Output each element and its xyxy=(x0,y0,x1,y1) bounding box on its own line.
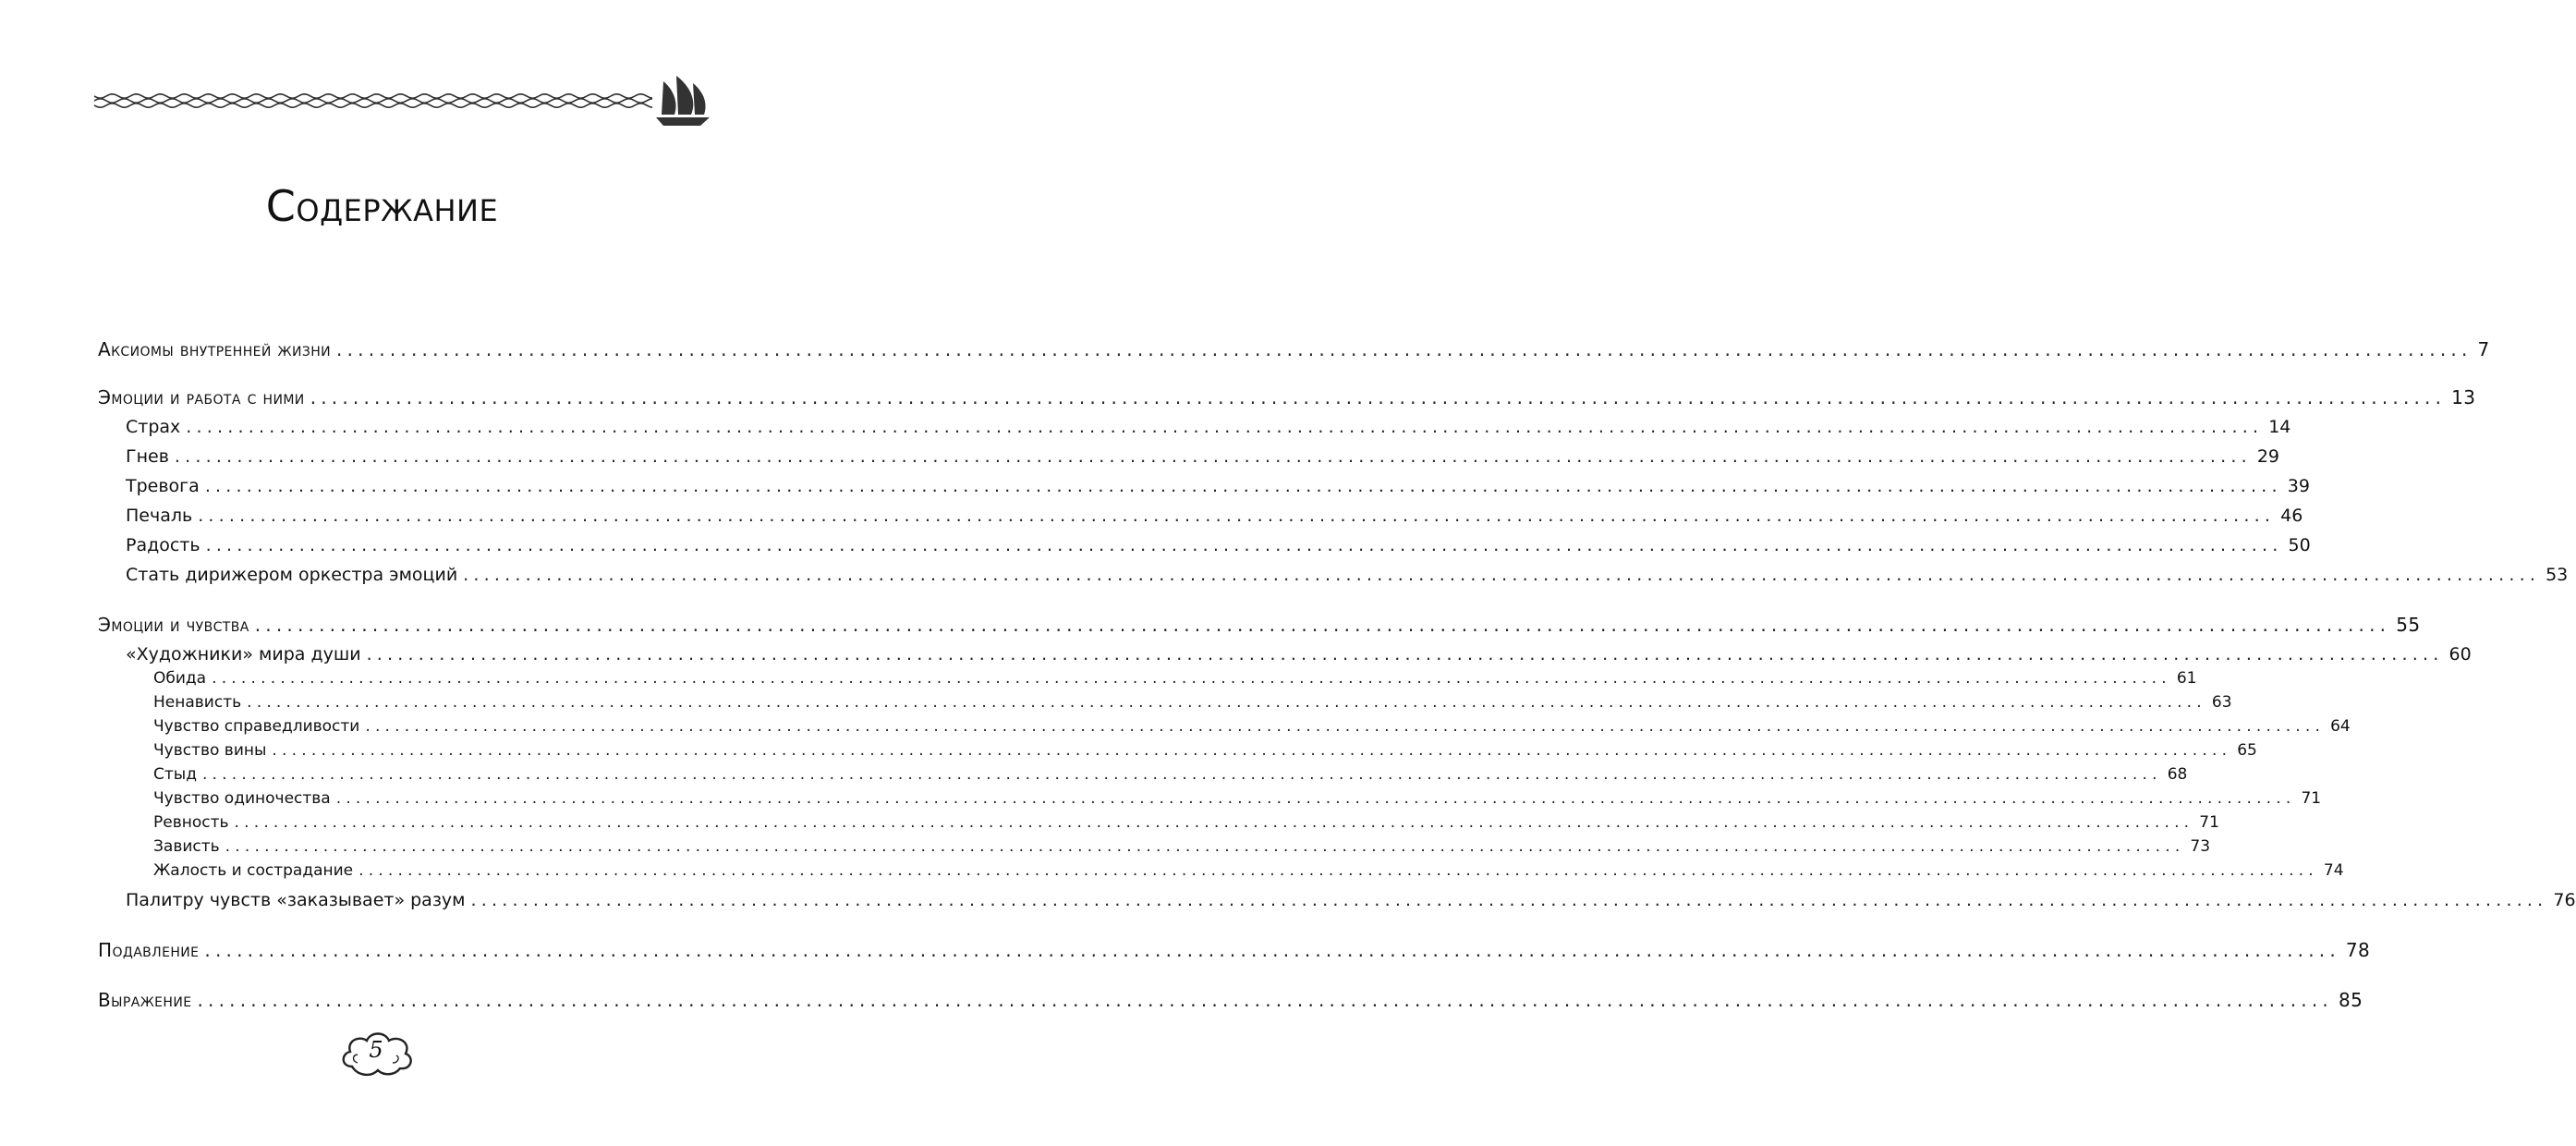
toc-leader-dots: ........................................................................................................................................................................................................ xyxy=(366,644,2444,664)
toc-entry-title: Эмоции и работа с ними xyxy=(98,386,305,408)
toc-entry xyxy=(98,386,2476,408)
toc-entry-page: 29 xyxy=(2256,446,2280,467)
toc-entry xyxy=(126,890,2576,910)
toc-leader-dots: ........................................................................................................................................................................................................ xyxy=(234,813,2194,832)
toc-entry xyxy=(153,861,2344,880)
toc-leader-dots: ........................................................................................................................................................................................................ xyxy=(201,765,2162,784)
toc-entry-title: Чувство справедливости xyxy=(153,717,360,736)
page-number: 5 xyxy=(369,1037,383,1063)
toc-entry xyxy=(126,506,2303,526)
toc-leader-dots: ........................................................................................................................................................................................................ xyxy=(335,789,2296,808)
toc-leader-dots: ........................................................................................................................................................................................................ xyxy=(225,837,2185,856)
toc-entry-title: Стыд xyxy=(153,765,197,784)
toc-entry-title: Аксиомы внутренней жизни xyxy=(98,338,332,360)
toc-entry xyxy=(153,837,2211,856)
toc-entry xyxy=(126,565,2569,585)
toc-entry-page: 50 xyxy=(2288,535,2311,555)
toc-entry-page: 63 xyxy=(2211,693,2232,712)
toc-entry xyxy=(98,338,2490,360)
toc-leader-dots: ........................................................................................................................................................................................................ xyxy=(358,861,2318,880)
toc-entry-title: Подавление xyxy=(98,939,200,961)
toc-entry-page: 13 xyxy=(2451,386,2476,408)
toc-entry-page: 73 xyxy=(2190,837,2211,856)
toc-entry-page: 71 xyxy=(2301,789,2322,808)
toc-entry-title: Жалость и сострадание xyxy=(153,861,354,880)
toc-entry-title: Тревога xyxy=(126,476,200,496)
toc-entry xyxy=(153,765,2188,784)
toc-entry-title: Обида xyxy=(153,669,207,688)
page-title: Содержание xyxy=(265,181,499,231)
toc-leader-dots: ........................................................................................................................................................................................................ xyxy=(254,614,2391,636)
toc-leader-dots: ........................................................................................................................................................................................................ xyxy=(247,693,2206,712)
toc-entry xyxy=(98,614,2421,636)
toc-leader-dots: ........................................................................................................................................................................................................ xyxy=(336,338,2473,360)
toc-entry-page: 53 xyxy=(2546,565,2569,585)
toc-entry-page: 14 xyxy=(2268,417,2291,437)
toc-entry-page: 65 xyxy=(2237,741,2257,760)
toc-entry xyxy=(153,693,2232,712)
toc-leader-dots: ........................................................................................................................................................................................................ xyxy=(310,386,2447,408)
toc-entry-title: Зависть xyxy=(153,837,220,856)
toc-entry-page: 76 xyxy=(2553,890,2576,910)
toc-entry-title: Страх xyxy=(126,417,181,437)
toc-entry-page: 64 xyxy=(2330,717,2351,736)
toc-entry-title: «Художники» мира души xyxy=(126,644,361,664)
toc-entry xyxy=(126,446,2280,467)
toc-entry-title: Палитру чувств «заказывает» разум xyxy=(126,890,466,910)
toc-entry-title: Гнев xyxy=(126,446,169,467)
toc-entry xyxy=(126,644,2472,664)
toc-leader-dots: ........................................................................................................................................................................................................ xyxy=(197,989,2333,1011)
toc-entry-title: Чувство одиночества xyxy=(153,789,331,808)
toc-leader-dots: ........................................................................................................................................................................................................ xyxy=(198,506,2276,526)
toc-entry xyxy=(126,417,2291,437)
toc-leader-dots: ........................................................................................................................................................................................................ xyxy=(174,446,2252,467)
toc-entry xyxy=(153,669,2197,688)
toc-entry-page: 68 xyxy=(2167,765,2188,784)
toc-entry-page: 61 xyxy=(2176,669,2197,688)
toc-leader-dots: ........................................................................................................................................................................................................ xyxy=(365,717,2326,736)
toc-leader-dots: ........................................................................................................................................................................................................ xyxy=(204,939,2340,961)
toc-entry-page: 39 xyxy=(2287,476,2310,496)
toc-entry-page: 74 xyxy=(2323,861,2344,880)
toc-entry xyxy=(98,989,2363,1011)
toc-entry xyxy=(153,741,2257,760)
toc-leader-dots: ........................................................................................................................................................................................................ xyxy=(205,535,2283,555)
toc-entry xyxy=(153,789,2322,808)
toc-leader-dots: ........................................................................................................................................................................................................ xyxy=(204,476,2282,496)
toc-entry-title: Радость xyxy=(126,535,200,555)
toc-entry-title: Чувство вины xyxy=(153,741,267,760)
toc-leader-dots: ........................................................................................................................................................................................................ xyxy=(212,669,2171,688)
toc-entry-title: Ревность xyxy=(153,813,229,832)
toc-entry xyxy=(126,476,2310,496)
toc-entry-title: Стать дирижером оркестра эмоций xyxy=(126,565,458,585)
toc-entry-title: Выражение xyxy=(98,989,192,1011)
toc-leader-dots: ........................................................................................................................................................................................................ xyxy=(272,741,2232,760)
toc-entry xyxy=(98,939,2371,961)
toc-leader-dots: ........................................................................................................................................................................................................ xyxy=(470,890,2548,910)
toc-entry-title: Эмоции и чувства xyxy=(98,614,249,636)
toc-entry-page: 7 xyxy=(2477,338,2490,360)
toc-entry-page: 55 xyxy=(2396,614,2421,636)
toc-leader-dots: ........................................................................................................................................................................................................ xyxy=(186,417,2264,437)
toc-entry xyxy=(153,717,2351,736)
toc-entry-page: 46 xyxy=(2280,506,2303,526)
toc-leader-dots: ........................................................................................................................................................................................................ xyxy=(463,565,2541,585)
toc-entry-title: Ненависть xyxy=(153,693,242,712)
toc-entry-page: 85 xyxy=(2338,989,2363,1011)
toc-entry-page: 60 xyxy=(2448,644,2472,664)
toc-entry-title: Печаль xyxy=(126,506,193,526)
toc-entry-page: 71 xyxy=(2199,813,2219,832)
toc-entry xyxy=(126,535,2311,555)
toc-entry xyxy=(153,813,2219,832)
toc-entry-page: 78 xyxy=(2345,939,2371,961)
